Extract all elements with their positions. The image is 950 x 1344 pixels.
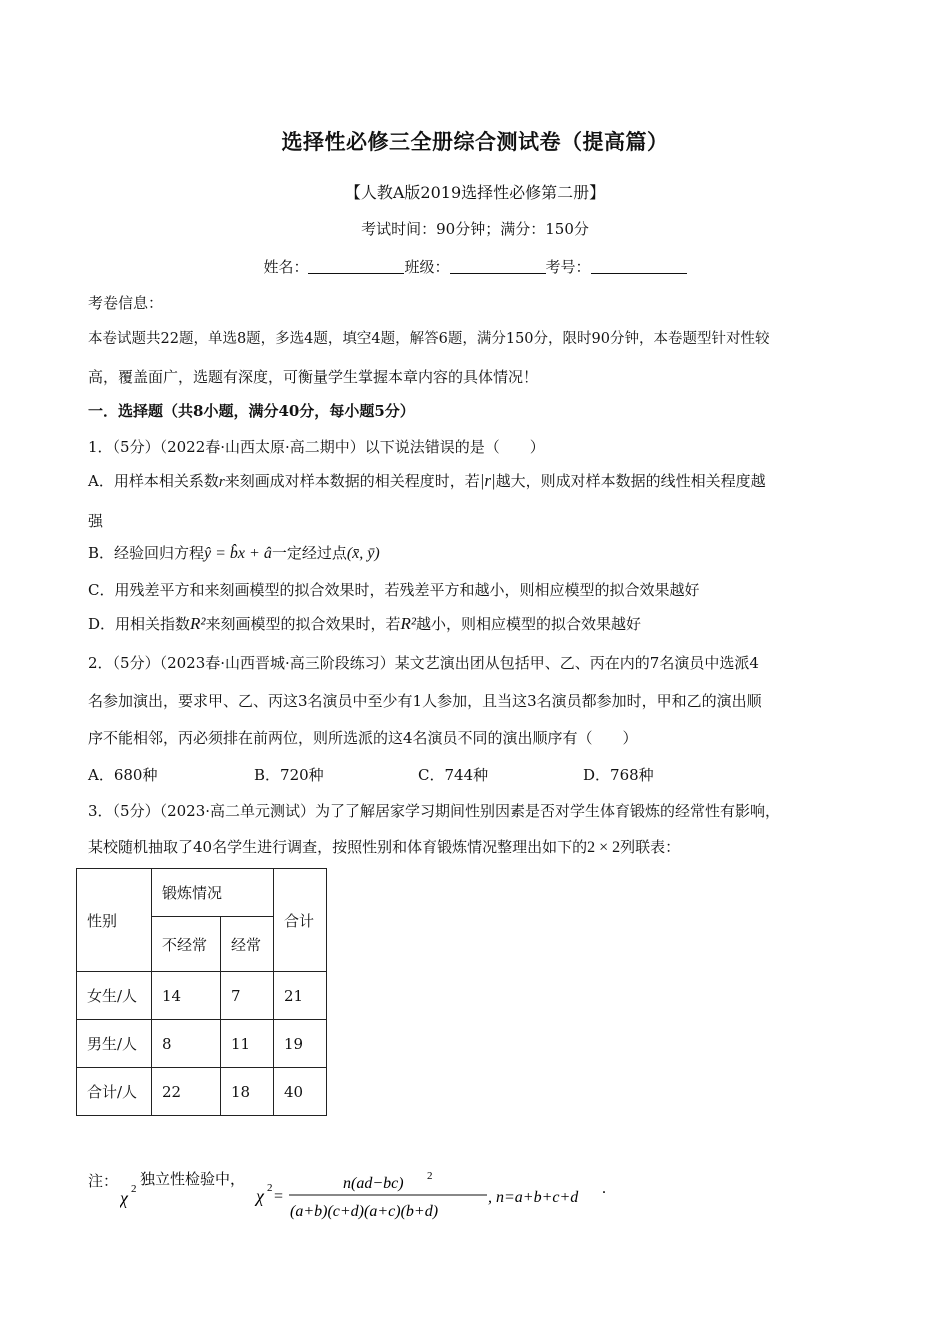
row-label: 男生/人 bbox=[77, 1020, 152, 1068]
q1-a-continuation: 强 bbox=[88, 512, 104, 530]
q3-table-size: 2 × 2 bbox=[587, 839, 621, 856]
q1-d-mid: 来刻画模型的拟合效果时，若 bbox=[205, 615, 401, 633]
q1-d-var: R² bbox=[190, 614, 206, 633]
header-total: 合计 bbox=[274, 869, 327, 972]
cell-often: 7 bbox=[221, 972, 274, 1020]
class-blank bbox=[450, 259, 546, 274]
student-info-row bbox=[0, 256, 950, 277]
table-row bbox=[77, 1020, 327, 1068]
q1-b-point: (x̄, ȳ) bbox=[346, 545, 380, 562]
number-label: 考号： bbox=[545, 258, 591, 276]
page-title: 选择性必修三全册综合测试卷（提高篇） bbox=[281, 129, 669, 154]
name-blank bbox=[308, 259, 404, 274]
table-row bbox=[77, 972, 327, 1020]
cell-not-often: 14 bbox=[152, 972, 221, 1020]
numerator-superscript: 2 bbox=[427, 1170, 433, 1182]
table-row bbox=[77, 1068, 327, 1116]
q3-line-2-pre: 某校随机抽取了40名学生进行调查，按照性别和体育锻炼情况整理出如下的 bbox=[88, 838, 588, 856]
formula-n-definition: , n=a+b+c+d bbox=[488, 1189, 579, 1206]
q1-d-post: 越小，则相应模型的拟合效果越好 bbox=[416, 615, 642, 633]
q2-option-b: B．720种 bbox=[254, 766, 324, 784]
q3-line-1: 3．（5分）（2023·高二单元测试）为了了解居家学习期间性别因素是否对学生体育锻炼的经常性有影响， bbox=[88, 802, 781, 820]
note-text: 独立性检验中， bbox=[140, 1170, 246, 1188]
chi-superscript: 2 bbox=[131, 1183, 137, 1195]
row-label: 合计/人 bbox=[77, 1068, 152, 1116]
formula-period: . bbox=[602, 1180, 606, 1197]
q1-option-b bbox=[88, 542, 380, 563]
cell-not-often: 8 bbox=[152, 1020, 221, 1068]
q1-d-var2: R² bbox=[400, 614, 417, 633]
chi-symbol-eq: χ bbox=[256, 1186, 264, 1206]
cell-total: 40 bbox=[274, 1068, 327, 1116]
chi-eq-superscript: 2 bbox=[267, 1182, 273, 1194]
note-label: 注： bbox=[88, 1172, 119, 1190]
q1-option-a bbox=[88, 470, 766, 491]
section-heading: 一．选择题（共8小题，满分40分，每小题5分） bbox=[88, 402, 415, 420]
q2-line-1: 2．（5分）（2023春·山西晋城·高三阶段练习）某文艺演出团从包括甲、乙、丙在内的7名演员中选派4 bbox=[88, 654, 759, 672]
q1-d-pre: D．用相关指数 bbox=[88, 615, 191, 633]
formula-numerator: n(ad−bc) bbox=[343, 1175, 404, 1192]
header-exercise: 锻炼情况 bbox=[152, 869, 274, 917]
q2-option-a: A．680种 bbox=[88, 766, 158, 784]
equals-sign: = bbox=[274, 1188, 284, 1205]
q1-a-post: 越大，则成对样本数据的线性相关程度越 bbox=[495, 472, 766, 490]
info-label: 考卷信息： bbox=[88, 294, 164, 312]
chi-symbol: χ bbox=[120, 1188, 128, 1208]
page-subtitle: 【人教A版2019选择性必修第二册】 bbox=[344, 183, 606, 202]
q1-option-c: C．用残差平方和来刻画模型的拟合效果时，若残差平方和越小，则相应模型的拟合效果越好 bbox=[88, 581, 700, 599]
q2-option-c: C．744种 bbox=[418, 766, 489, 784]
q1-a-pre: A．用样本相关系数 bbox=[88, 472, 219, 490]
exam-info: 考试时间：90分钟；满分：150分 bbox=[361, 220, 589, 238]
header-not-often: 不经常 bbox=[152, 917, 221, 972]
header-often: 经常 bbox=[221, 917, 274, 972]
q3-line-2-post: 列联表： bbox=[620, 838, 681, 856]
info-line-1: 本卷试题共22题，单选8题，多选4题，填空4题，解答6题，满分150分，限时90分钟，本卷题型针对性较 bbox=[88, 331, 770, 347]
cell-often: 11 bbox=[221, 1020, 274, 1068]
row-label: 女生/人 bbox=[77, 972, 152, 1020]
q1-a-abs: |r| bbox=[479, 471, 496, 490]
q1-option-d bbox=[88, 613, 641, 634]
q1-a-mid: 来刻画成对样本数据的相关程度时，若 bbox=[224, 472, 480, 490]
q1-b-formula: ŷ = b̂x + â bbox=[204, 545, 272, 562]
q2-line-2: 名参加演出，要求甲、乙、丙这3名演员中至少有1人参加，且当这3名演员都参加时，甲和乙的演出顺 bbox=[88, 692, 762, 710]
contingency-table bbox=[76, 868, 327, 1116]
header-gender: 性别 bbox=[77, 869, 152, 972]
chi-square-formula bbox=[120, 1166, 640, 1222]
cell-often: 18 bbox=[221, 1068, 274, 1116]
cell-total: 21 bbox=[274, 972, 327, 1020]
q1-stem: 1．（5分）（2022春·山西太原·高二期中）以下说法错误的是（ ） bbox=[88, 438, 545, 456]
info-line-2: 高，覆盖面广，选题有深度，可衡量学生掌握本章内容的具体情况！ bbox=[88, 368, 539, 386]
q1-b-pre: B．经验回归方程 bbox=[88, 544, 205, 562]
q2-line-3: 序不能相邻，丙必须排在前两位，则所选派的这4名演员不同的演出顺序有（ ） bbox=[88, 729, 638, 747]
formula-denominator: (a+b)(c+d)(a+c)(b+d) bbox=[290, 1203, 439, 1220]
q3-line-2 bbox=[88, 836, 680, 857]
cell-not-often: 22 bbox=[152, 1068, 221, 1116]
q2-option-d: D．768种 bbox=[583, 766, 654, 784]
name-label: 姓名： bbox=[263, 258, 309, 276]
q1-a-var: r bbox=[218, 474, 225, 490]
cell-total: 19 bbox=[274, 1020, 327, 1068]
q1-b-mid: 一定经过点 bbox=[271, 544, 347, 562]
number-blank bbox=[591, 259, 687, 274]
class-label: 班级： bbox=[404, 258, 450, 276]
